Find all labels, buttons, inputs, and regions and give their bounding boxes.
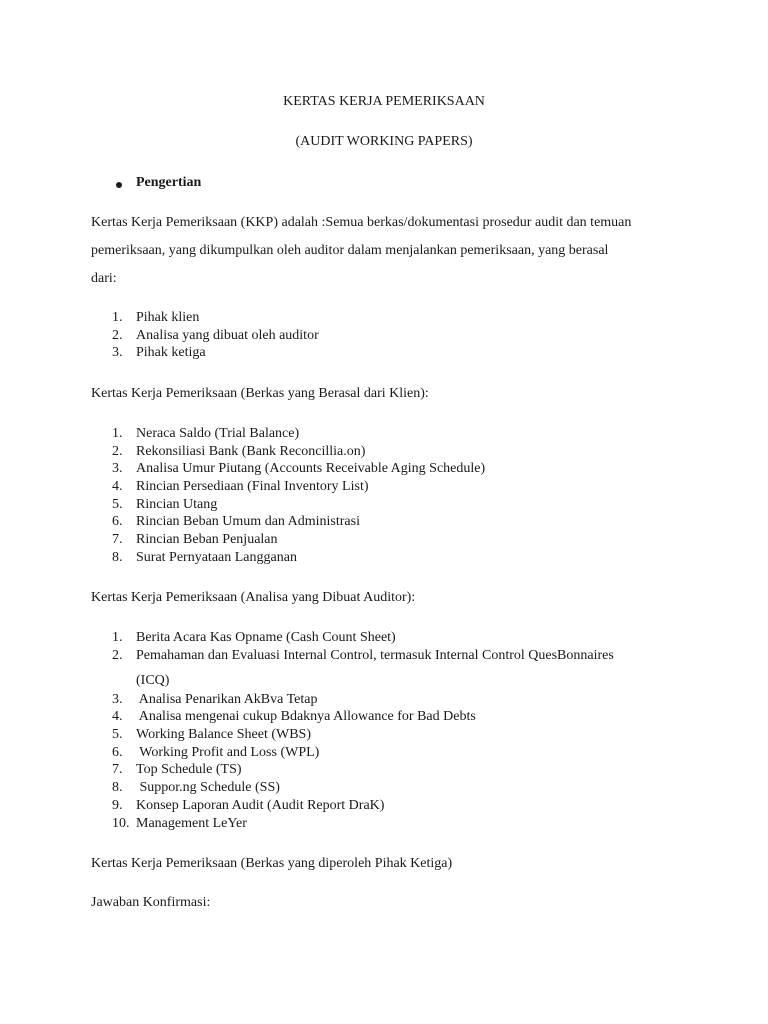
intro-line-3: dari:	[91, 271, 117, 286]
bullet-icon	[116, 182, 122, 188]
list-item-text: Pihak ketiga	[136, 345, 206, 361]
list-item-text: Pemahaman dan Evaluasi Internal Control, termasuk Internal Control QuesBonnaires	[136, 647, 614, 663]
list-item-number: 4.	[112, 479, 123, 495]
list-item-number: 2.	[112, 443, 123, 459]
list-item-continuation: (ICQ)	[136, 673, 170, 689]
list-item-text: Top Schedule (TS)	[136, 762, 242, 778]
intro-line-2: pemeriksaan, yang dikumpulkan oleh auditor dalam menjalankan pemeriksaan, yang berasal	[91, 243, 609, 258]
list-item-number: 1.	[112, 426, 123, 441]
list-item	[112, 496, 485, 514]
list-item-number: 6.	[112, 514, 123, 530]
list-item	[112, 531, 485, 549]
list-item-text: Analisa Penarikan AkBva Tetap	[136, 691, 318, 707]
list-item-number: 7.	[112, 532, 123, 548]
list-item-number: 8.	[112, 549, 123, 565]
list-item-number: 6.	[112, 744, 123, 760]
list-item	[112, 797, 614, 815]
list-item-number: 3.	[112, 345, 123, 361]
list-item	[112, 549, 485, 567]
list-item-text: Analisa Umur Piutang (Accounts Receivable Aging Schedule)	[136, 461, 486, 477]
list-item-number: 9.	[112, 797, 123, 813]
list-item-text: Neraca Saldo (Trial Balance)	[136, 426, 300, 441]
list-item-number: 3.	[112, 461, 123, 477]
list-item-number: 4.	[112, 709, 123, 725]
list-item	[112, 761, 614, 779]
list-item	[112, 327, 319, 345]
list-item-text: Rincian Utang	[136, 496, 218, 512]
client-items-list	[112, 425, 485, 567]
auditor-items-list	[112, 629, 614, 832]
list-item	[112, 726, 614, 744]
list-item	[112, 647, 614, 691]
list-item-text: Rincian Beban Umum dan Administrasi	[136, 514, 360, 530]
document-subtitle: (AUDIT WORKING PAPERS)	[295, 134, 473, 149]
list-item-number: 2.	[112, 327, 123, 343]
list-item-number: 1.	[112, 630, 123, 645]
list-item-text: Working Balance Sheet (WBS)	[136, 727, 311, 743]
list-item	[112, 425, 485, 443]
list-item	[112, 478, 485, 496]
list-item-text: Analisa yang dibuat oleh auditor	[136, 327, 319, 343]
list-item-number: 7.	[112, 762, 123, 778]
list-item-text: Surat Pernyataan Langganan	[136, 549, 297, 565]
list-item-number: 5.	[112, 496, 123, 512]
heading-auditor: Kertas Kerja Pemeriksaan (Analisa yang Dibuat Auditor):	[91, 590, 416, 605]
bullet-item	[116, 175, 201, 191]
list-item-text: Berita Acara Kas Opname (Cash Count Sheet)	[136, 630, 396, 645]
list-item	[112, 779, 614, 797]
list-item	[112, 744, 614, 762]
list-item-number: 1.	[112, 310, 123, 325]
list-item	[112, 629, 614, 647]
list-item-text: Rincian Persediaan (Final Inventory List)	[136, 479, 369, 495]
list-item-text: Konsep Laporan Audit (Audit Report DraK)	[136, 797, 385, 813]
list-item-number: 10.	[112, 815, 130, 831]
section-heading-pengertian: Pengertian	[136, 175, 202, 190]
list-item-number: 5.	[112, 727, 123, 743]
list-item-text: Rincian Beban Penjualan	[136, 532, 278, 548]
list-item-text: Rekonsiliasi Bank (Bank Reconcillia.on)	[136, 443, 366, 459]
list-item-number: 8.	[112, 780, 123, 796]
list-item	[112, 460, 485, 478]
document-title: KERTAS KERJA PEMERIKSAAN	[283, 94, 485, 109]
list-item	[112, 309, 319, 327]
list-item-text: Analisa mengenai cukup Bdaknya Allowance for Bad Debts	[136, 709, 476, 725]
list-item	[112, 691, 614, 709]
list-item	[112, 708, 614, 726]
list-item-number: 2.	[112, 647, 123, 663]
list-item	[112, 815, 614, 833]
list-item	[112, 443, 485, 461]
heading-third-party: Kertas Kerja Pemeriksaan (Berkas yang diperoleh Pihak Ketiga)	[91, 856, 453, 871]
list-item-text: Pihak klien	[136, 310, 200, 325]
heading-confirmation: Jawaban Konfirmasi:	[91, 895, 211, 910]
list-item-text: Management LeYer	[136, 815, 247, 831]
list-item	[112, 344, 319, 362]
list-item-text: Working Profit and Loss (WPL)	[136, 744, 320, 760]
intro-line-1: Kertas Kerja Pemeriksaan (KKP) adalah :Semua berkas/dokumentasi prosedur audit dan temuan	[91, 215, 632, 230]
list-item	[112, 513, 485, 531]
sources-list	[112, 309, 319, 362]
heading-client: Kertas Kerja Pemeriksaan (Berkas yang Berasal dari Klien):	[91, 386, 429, 401]
list-item-number: 3.	[112, 691, 123, 707]
list-item-text: Suppor.ng Schedule (SS)	[136, 780, 280, 796]
